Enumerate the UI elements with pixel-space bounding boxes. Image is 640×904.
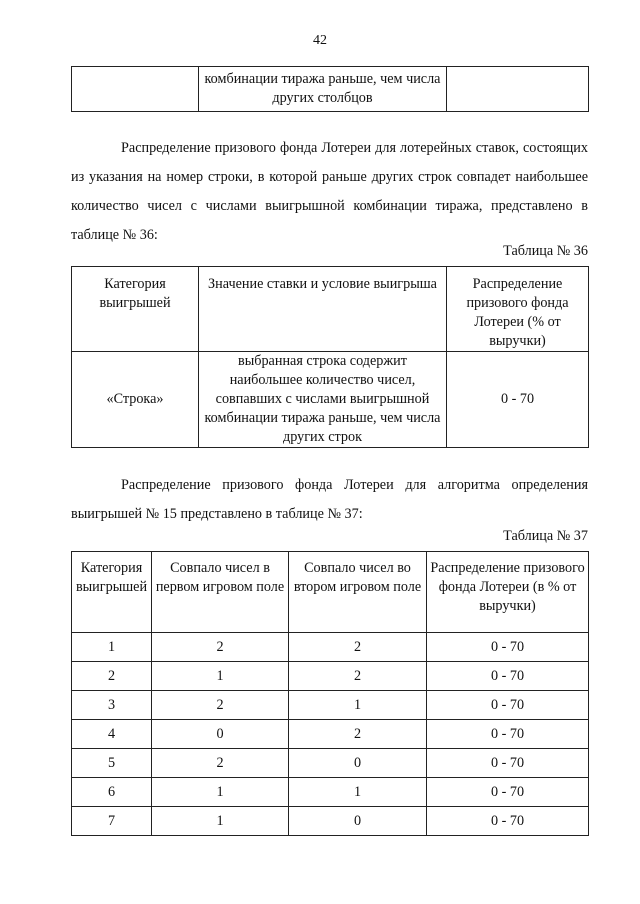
table-row [72, 720, 589, 749]
paragraph-table37-intro: Распределение призового фонда Лотереи для алгоритма определения выигрышей № 15 представлено в таблице № 37: [71, 477, 588, 522]
table-cell: 3 [72, 691, 152, 720]
table-cell: комбинации тиража раньше, чем числа других столбцов [199, 67, 447, 112]
table-cell: 2 [72, 662, 152, 691]
table-cell: 0 [289, 807, 427, 836]
table-cell: 0 - 70 [427, 778, 589, 807]
table-cell: 0 - 70 [427, 662, 589, 691]
table-cell: 1 [72, 633, 152, 662]
table-cell: 2 [289, 633, 427, 662]
table-cell: 7 [72, 807, 152, 836]
table-row [72, 807, 589, 836]
table-cell: 4 [72, 720, 152, 749]
table-cell: 1 [289, 691, 427, 720]
table-cell: 2 [152, 633, 289, 662]
table-cell [72, 67, 199, 112]
table-header-row [72, 552, 589, 633]
table-row [72, 691, 589, 720]
table-cell: 2 [152, 691, 289, 720]
table-cell: 0 - 70 [427, 720, 589, 749]
column-header: Распределение призового фонда Лотереи (% от выручки) [447, 267, 589, 352]
column-header: Совпало чисел в первом игровом поле [152, 552, 289, 633]
table-cell: выбранная строка содержит наибольшее количество чисел, совпавших с числами выигрышной комбинации тиража раньше, чем числа других строк [199, 352, 447, 448]
table-row [72, 352, 589, 448]
continuation-table [71, 66, 589, 112]
table-row [72, 662, 589, 691]
table-cell: 2 [289, 720, 427, 749]
column-header: Категория выигрышей [72, 552, 152, 633]
table-row [72, 778, 589, 807]
table-cell: 2 [289, 662, 427, 691]
table-cell: 0 - 70 [427, 807, 589, 836]
table-header-row [72, 267, 589, 352]
table-cell: 0 - 70 [427, 633, 589, 662]
table-row [72, 749, 589, 778]
table37-caption: Таблица № 37 [503, 528, 588, 544]
table-cell: 0 - 70 [427, 691, 589, 720]
table-cell: 1 [152, 807, 289, 836]
table-cell: 5 [72, 749, 152, 778]
table-row [72, 633, 589, 662]
table36-caption: Таблица № 36 [503, 243, 588, 259]
table-cell: 0 [152, 720, 289, 749]
table-cell: 1 [289, 778, 427, 807]
table-cell: 1 [152, 778, 289, 807]
table-cell: 2 [152, 749, 289, 778]
column-header: Совпало чисел во втором игровом поле [289, 552, 427, 633]
column-header: Категория выигрышей [72, 267, 199, 352]
column-header: Значение ставки и условие выигрыша [199, 267, 447, 352]
table-row [72, 67, 589, 112]
table-cell: 0 - 70 [427, 749, 589, 778]
column-header: Распределение призового фонда Лотереи (в % от выручки) [427, 552, 589, 633]
paragraph-table36-intro: Распределение призового фонда Лотереи для лотерейных ставок, состоящих из указания на номер строки, в которой раньше других строк совпадет наибольшее количество чисел с числами выигрышной комбинации тиража, представлено в таблице № 36: [71, 140, 588, 243]
table-36 [71, 266, 589, 448]
table-cell: 0 - 70 [447, 352, 589, 448]
table-cell: 0 [289, 749, 427, 778]
table-cell [447, 67, 589, 112]
table-cell: 6 [72, 778, 152, 807]
table-cell: «Строка» [72, 352, 199, 448]
table-37 [71, 551, 589, 836]
page-number: 42 [313, 33, 327, 48]
table-cell: 1 [152, 662, 289, 691]
